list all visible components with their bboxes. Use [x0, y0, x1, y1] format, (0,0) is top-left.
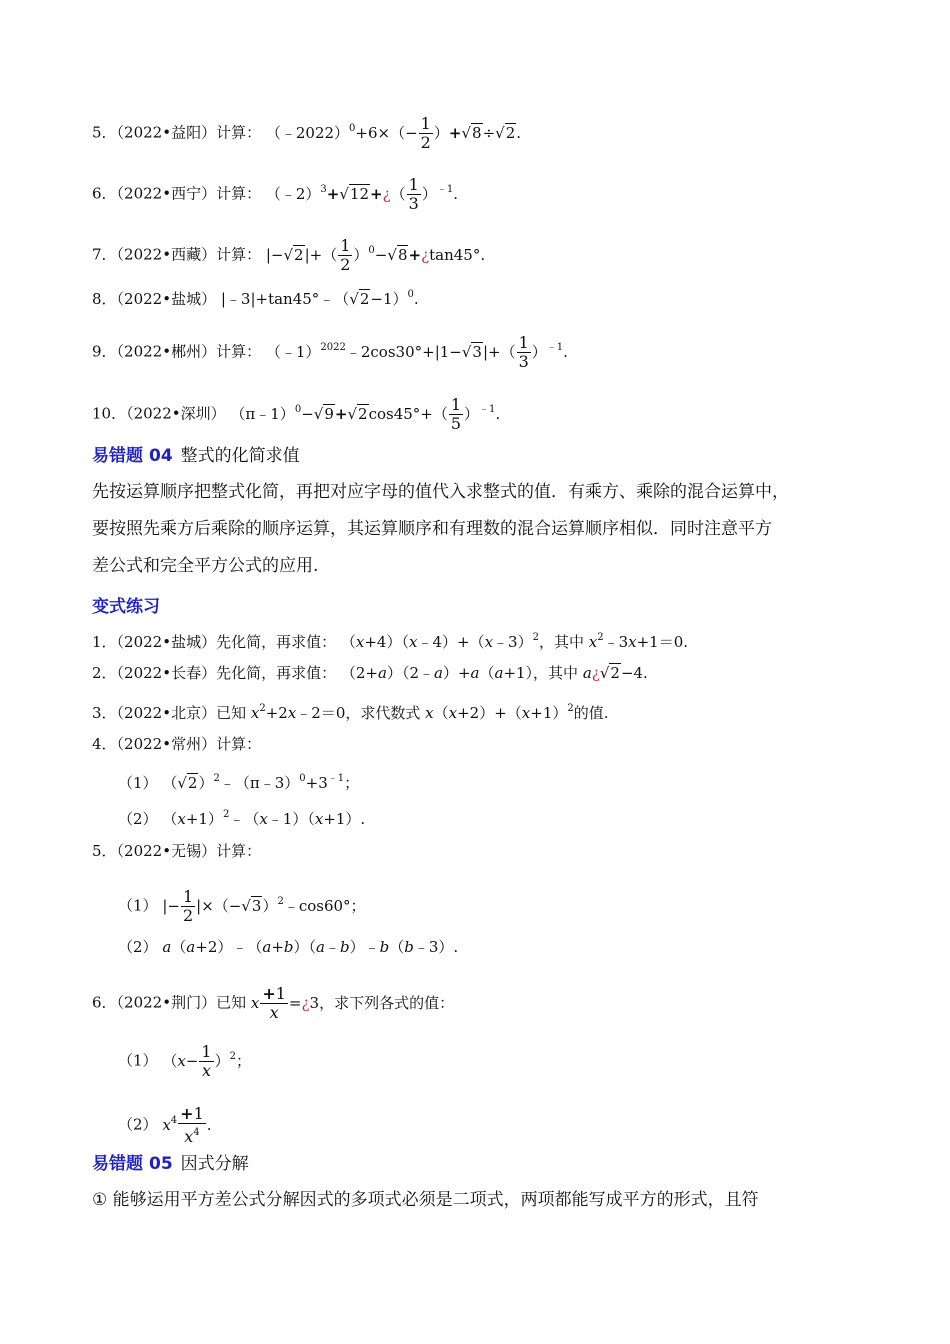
problem-7: 7．（2022•西藏）计算： |−√2|+（ $\frac{1}{2}$ ）$^0$−√8+¿tan45°.: [92, 236, 486, 274]
practice-4: 4．（2022•常州）计算：: [92, 735, 262, 753]
practice-1: 1．（2022•盐城）先化简，再求值： （x+4）（x﹣4）+（x﹣3）$^2$，其中 $x^2﹣3x+1=0$.: [92, 632, 689, 651]
section-04-para-1: 先按运算顺序把整式化简，再把对应字母的值代入求整式的值．有乘方、乘除的混合运算中，: [92, 482, 789, 502]
problem-9: 9．（2022•郴州）计算： （﹣1）$^{2022}$﹣2cos30°+|1−√3|+（ $\frac{1}{3}$ ）$^{﹣1}$.: [92, 333, 568, 371]
practice-5-2: （2） a（a+2）﹣（a+b）（a﹣b）﹣b（b﹣3）.: [118, 938, 459, 956]
practice-6: 6．（2022•荆门）已知 x $\frac{+1}{x}$ =¿3，求下列各式的值：: [92, 984, 455, 1022]
practice-6-2: （2） $x^4$ $\frac{+1}{x^4}$ .: [118, 1104, 212, 1146]
problem-8: 8．（2022•盐城） $|﹣3|+\tan 45^\circ﹣(√2-1)^0$.: [92, 289, 419, 308]
problem-6: 6．（2022•西宁）计算： （﹣2）$^3$+√12+¿（ $\frac{1}{3}$ ）$^{﹣1}$.: [92, 175, 459, 213]
practice-4-2: （2） $(x+1)^2﹣(x﹣1)(x+1)$.: [118, 809, 366, 828]
section-04-para-2: 要按照先乘方后乘除的顺序运算，其运算顺序和有理数的混合运算顺序相似．同时注意平方: [92, 519, 772, 539]
practice-title: 变式练习: [92, 597, 160, 617]
practice-2: 2．（2022•长春）先化简，再求值： （2+a）（2﹣a）+a（a+1），其中 a¿√2−4.: [92, 664, 648, 682]
practice-4-1: （1） $(√2)^2﹣(\pi﹣3)^0+3^{﹣1}$；: [118, 773, 360, 792]
section-04-heading: 易错题 04 整式的化简求值: [92, 446, 300, 466]
problem-10: 10．（2022•深圳） （π﹣1）$^0$−√9+√2cos45°+（ $\frac{1}{5}$ ）$^{﹣1}$.: [92, 395, 501, 433]
practice-5: 5．（2022•无锡）计算：: [92, 842, 262, 860]
section-05-heading: 易错题 05 因式分解: [92, 1154, 249, 1174]
practice-5-1: （1） |− $\frac{1}{2}$ $|\times(-√3)^2﹣\cos 60^\circ$；: [118, 887, 366, 925]
practice-6-1: （1） （x− $\frac{1}{x}$ ）$^2$；: [118, 1042, 251, 1080]
section-05-para: ① 能够运用平方差公式分解因式的多项式必须是二项式，两项都能写成平方的形式，且符: [92, 1190, 759, 1210]
practice-3: 3．（2022•北京）已知 $x^2+2x﹣2=0$，求代数式 $x(x+2)+(x+1)^2$的值.: [92, 703, 609, 722]
section-04-para-3: 差公式和完全平方公式的应用.: [92, 556, 319, 576]
problem-5: 5．（2022•益阳）计算： （﹣2022）$^0$+6×（− $\frac{1}{2}$ ）+√8÷√2.: [92, 114, 522, 152]
